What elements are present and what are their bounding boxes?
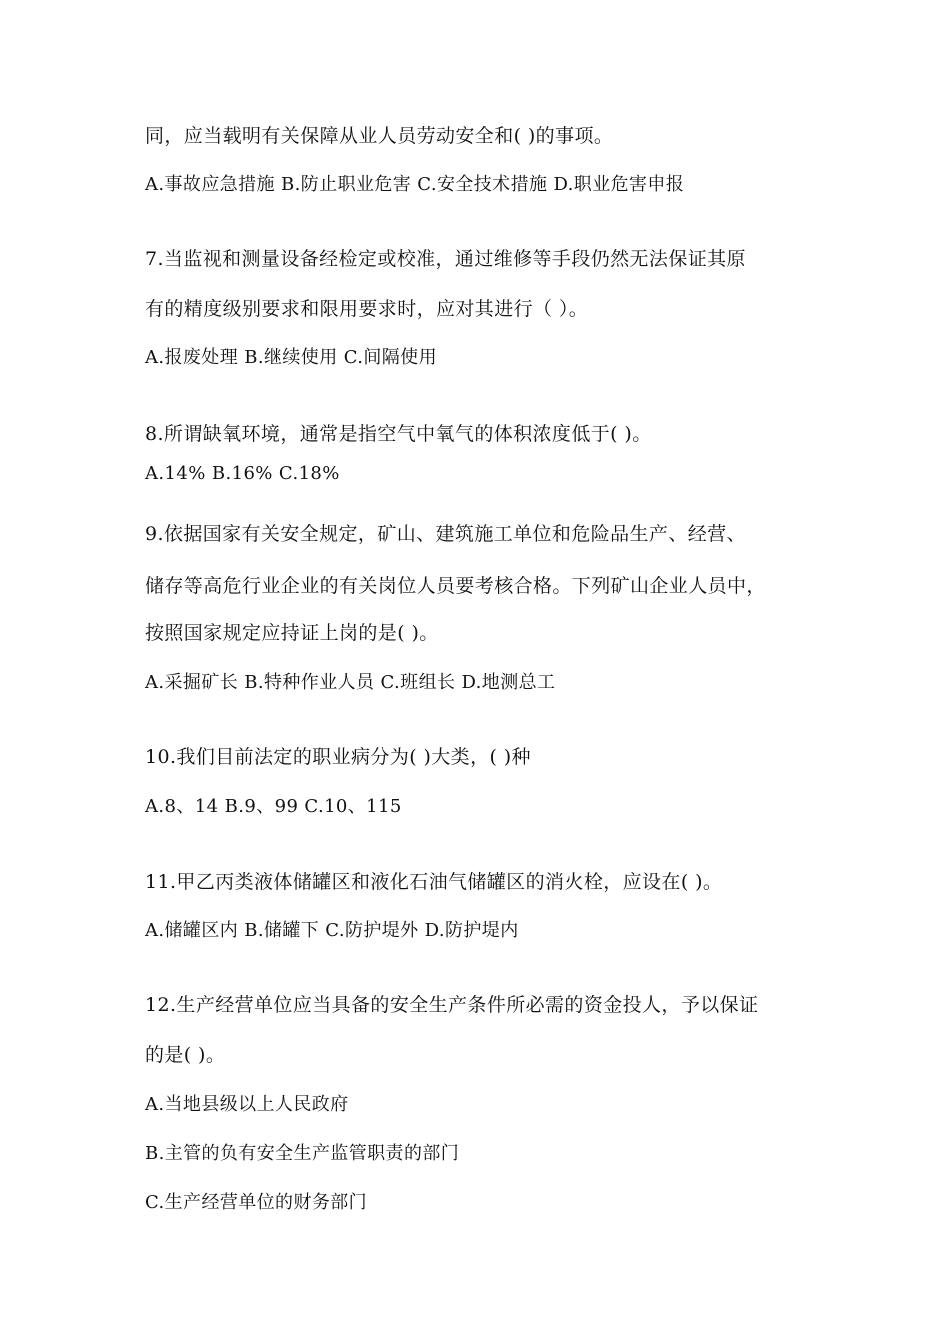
answer-option: C.生产经营单位的财务部门	[145, 1192, 368, 1213]
question-text: 储存等高危行业企业的有关岗位人员要考核合格。下列矿山企业人员中，	[145, 575, 766, 597]
answer-options: A.报废处理 B.继续使用 C.间隔使用	[145, 347, 437, 368]
answer-options: A.8、14 B.9、99 C.10、115	[145, 796, 402, 817]
question-text: 7.当监视和测量设备经检定或校准，通过维修等手段仍然无法保证其原	[145, 248, 746, 270]
question-text: 按照国家规定应持证上岗的是( )。	[145, 622, 439, 644]
question-text: 8.所谓缺氧环境，通常是指空气中氧气的体积浓度低于( )。	[145, 423, 652, 445]
question-text: 的是( )。	[145, 1044, 226, 1066]
answer-options: A.采掘矿长 B.特种作业人员 C.班组长 D.地测总工	[145, 672, 556, 693]
question-text: 有的精度级别要求和限用要求时，应对其进行（ ）。	[145, 298, 589, 320]
question-text: 12.生产经营单位应当具备的安全生产条件所必需的资金投人，予以保证	[145, 994, 759, 1016]
answer-options: A.14% B.16% C.18%	[145, 463, 340, 484]
answer-options: A.储罐区内 B.储罐下 C.防护堤外 D.防护堤内	[145, 920, 519, 941]
answer-options: A.事故应急措施 B.防止职业危害 C.安全技术措施 D.职业危害申报	[145, 174, 685, 195]
question-text: 11.甲乙丙类液体储罐区和液化石油气储罐区的消火栓，应设在( )。	[145, 871, 723, 893]
question-text: 9.依据国家有关安全规定，矿山、建筑施工单位和危险品生产、经营、	[145, 523, 746, 545]
question-text: 同，应当载明有关保障从业人员劳动安全和( )的事项。	[145, 125, 614, 147]
answer-option: B.主管的负有安全生产监管职责的部门	[145, 1143, 460, 1164]
question-text: 10.我们目前法定的职业病分为( )大类，( )种	[145, 746, 531, 768]
answer-option: A.当地县级以上人民政府	[145, 1094, 349, 1115]
